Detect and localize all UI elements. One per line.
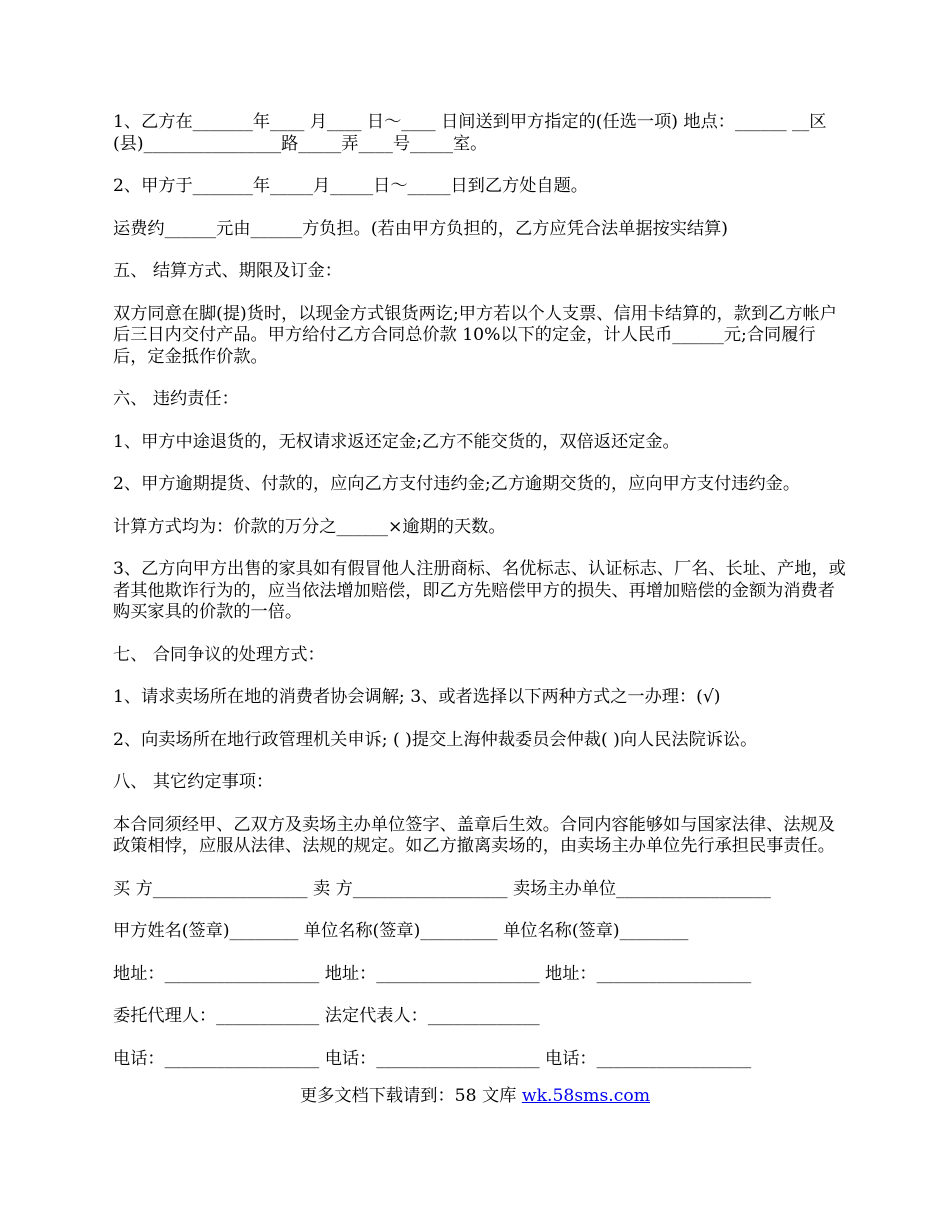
paragraph-delivery-address: 1、乙方在_______年____ 月____ 日～____ 日间送到甲方指定的(任选一项) 地点：______ __区(县)________________路_____弄____号_____室。 — [113, 112, 827, 154]
signature-names-line: 甲方姓名(签章)________ 单位名称(签章)_________ 单位名称(签章)________ — [113, 921, 689, 941]
paragraph-payment-terms: 双方同意在脚(提)货时，以现金方式银货两讫;甲方若以个人支票、信用卡结算的，款到乙方帐户后三日内交付产品。甲方给付乙方合同总价款 10%以下的定金，计人民币______元;合同履行后，定金抵作价款。 — [113, 303, 837, 367]
signature-agent-line: 委托代理人：____________ 法定代表人：_____________ — [113, 1006, 540, 1026]
paragraph-other-terms: 本合同须经甲、乙双方及卖场主办单位签字、盖章后生效。合同内容能够如与国家法律、法规及政策相悖，应服从法律、法规的规定。如乙方撤离卖场的，由卖场主办单位先行承担民事责任。 — [113, 814, 835, 856]
paragraph-liability-3: 3、乙方向甲方出售的家具如有假冒他人注册商标、名优标志、认证标志、厂名、长址、产地，或者其他欺诈行为的，应当依法增加赔偿，即乙方先赔偿甲方的损失、再增加赔偿的金额为消费者购买家具的价款的一倍。 — [113, 559, 846, 622]
paragraph-pickup: 2、甲方于_______年_____月_____日～_____日到乙方处自题。 — [113, 176, 588, 196]
section-heading-payment: 五、 结算方式、期限及订金： — [113, 261, 342, 281]
footer-prefix: 更多文档下载请到：58 文库 — [299, 1086, 522, 1106]
paragraph-dispute-1: 1、请求卖场所在地的消费者协会调解; 3、或者选择以下两种方式之一办理：(√) — [113, 687, 721, 707]
footer — [0, 1085, 950, 1107]
document-body — [113, 112, 848, 1091]
section-heading-liability: 六、 违约责任： — [113, 389, 239, 409]
section-heading-disputes: 七、 合同争议的处理方式： — [113, 644, 325, 665]
signature-address-line: 地址：__________________ 地址：___________________ 地址：__________________ — [113, 963, 752, 984]
paragraph-liability-2: 2、甲方逾期提货、付款的，应向乙方支付违约金;乙方逾期交货的，应向甲方支付违约金。 — [113, 474, 801, 494]
section-heading-other: 八、 其它约定事项： — [113, 772, 274, 792]
paragraph-freight: 运费约______元由______方负担。(若由甲方负担的，乙方应凭合法单据按实结算) — [113, 218, 728, 239]
paragraph-liability-1: 1、甲方中途退货的，无权请求返还定金;乙方不能交货的，双倍返还定金。 — [113, 431, 680, 452]
footer-link[interactable]: wk.58sms.com — [521, 1086, 650, 1106]
signature-parties-line: 买 方__________________ 卖 方__________________ 卖场主办单位__________________ — [113, 878, 771, 899]
paragraph-calculation: 计算方式均为：价款的万分之______×逾期的天数。 — [113, 516, 506, 537]
signature-phone-line: 电话：__________________ 电话：___________________ 电话：__________________ — [113, 1048, 752, 1069]
paragraph-dispute-2: 2、向卖场所在地行政管理机关申诉; ( )提交上海仲裁委员会仲裁( )向人民法院诉讼。 — [113, 729, 758, 750]
